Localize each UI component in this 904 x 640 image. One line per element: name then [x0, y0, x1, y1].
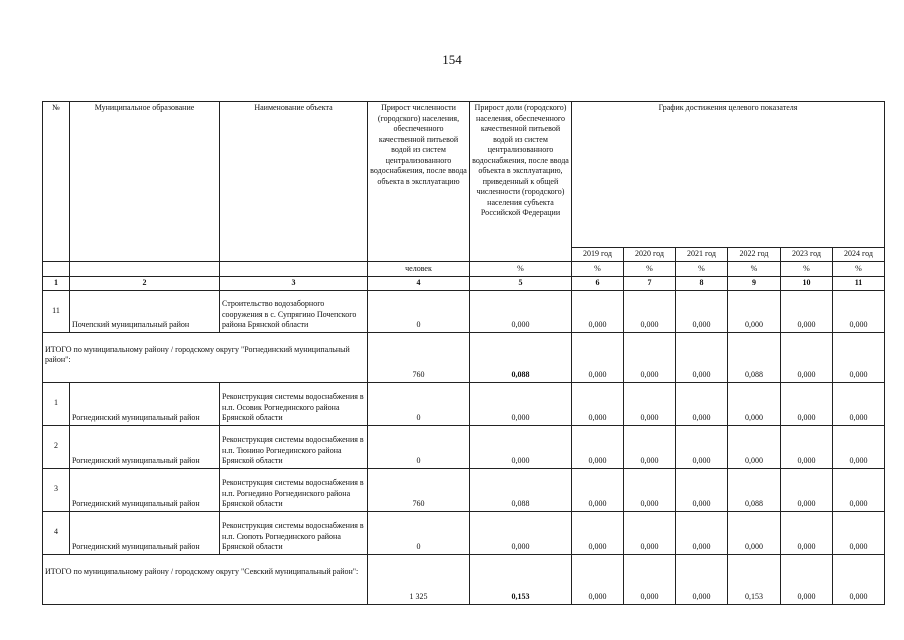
- row-object: Строительство водозаборного сооружения в с. Супрягино Почепского района Брянской области: [220, 290, 368, 332]
- row-y2023: 0,000: [781, 511, 833, 554]
- row-share: 0,000: [470, 290, 572, 332]
- row-y2020: 0,000: [624, 468, 676, 511]
- row-y2022: 0,000: [728, 511, 781, 554]
- row-y2019: 0,000: [572, 332, 624, 382]
- row-y2024: 0,000: [833, 425, 885, 468]
- row-number: 11: [43, 290, 70, 332]
- column-index: 4: [368, 277, 470, 291]
- row-people: 0: [368, 511, 470, 554]
- row-y2021: 0,000: [676, 425, 728, 468]
- row-y2023: 0,000: [781, 382, 833, 425]
- row-y2021: 0,000: [676, 468, 728, 511]
- unit-people: человек: [368, 262, 470, 277]
- row-people: 1 325: [368, 554, 470, 604]
- unit-pct: %: [781, 262, 833, 277]
- table-row: [43, 290, 885, 332]
- row-y2024: 0,000: [833, 468, 885, 511]
- column-index-row: [43, 277, 885, 291]
- table-row: [43, 511, 885, 554]
- row-y2021: 0,000: [676, 332, 728, 382]
- row-people: 0: [368, 425, 470, 468]
- row-number: 2: [43, 425, 70, 468]
- row-y2020: 0,000: [624, 382, 676, 425]
- row-y2023: 0,000: [781, 332, 833, 382]
- row-share: 0,153: [470, 554, 572, 604]
- row-people: 0: [368, 290, 470, 332]
- column-index: 2: [70, 277, 220, 291]
- row-share: 0,000: [470, 425, 572, 468]
- column-index: 9: [728, 277, 781, 291]
- row-municipality: Рогнединский муниципальный район: [70, 382, 220, 425]
- row-y2024: 0,000: [833, 290, 885, 332]
- row-y2022: 0,000: [728, 382, 781, 425]
- header-schedule: График достижения целевого показателя: [572, 102, 885, 248]
- header-year-2024: 2024 год: [833, 248, 885, 262]
- row-share: 0,000: [470, 382, 572, 425]
- column-index: 7: [624, 277, 676, 291]
- table-row: [43, 382, 885, 425]
- header-year-2023: 2023 год: [781, 248, 833, 262]
- unit-pct: %: [572, 262, 624, 277]
- row-y2019: 0,000: [572, 290, 624, 332]
- row-y2019: 0,000: [572, 425, 624, 468]
- row-y2019: 0,000: [572, 511, 624, 554]
- header-year-2019: 2019 год: [572, 248, 624, 262]
- column-index: 5: [470, 277, 572, 291]
- row-people: 0: [368, 382, 470, 425]
- row-y2020: 0,000: [624, 554, 676, 604]
- row-share: 0,088: [470, 468, 572, 511]
- row-y2023: 0,000: [781, 425, 833, 468]
- row-object: Реконструкция системы водоснабжения в н.п. Осовик Рогнединского района Брянской области: [220, 382, 368, 425]
- column-index: 8: [676, 277, 728, 291]
- total-row: [43, 554, 885, 604]
- row-y2024: 0,000: [833, 382, 885, 425]
- row-number: 3: [43, 468, 70, 511]
- header-municipality: Муниципальное образование: [70, 102, 220, 262]
- row-y2024: 0,000: [833, 554, 885, 604]
- column-index: 1: [43, 277, 70, 291]
- unit-pct: %: [728, 262, 781, 277]
- row-object: Реконструкция системы водоснабжения в н.п. Тюнино Рогнединского района Брянской области: [220, 425, 368, 468]
- total-row: [43, 332, 885, 382]
- row-y2020: 0,000: [624, 425, 676, 468]
- row-y2021: 0,000: [676, 511, 728, 554]
- row-y2024: 0,000: [833, 332, 885, 382]
- row-y2022: 0,088: [728, 468, 781, 511]
- row-municipality: Почепский муниципальный район: [70, 290, 220, 332]
- column-index: 11: [833, 277, 885, 291]
- row-y2023: 0,000: [781, 290, 833, 332]
- row-people: 760: [368, 332, 470, 382]
- total-label: ИТОГО по муниципальному району / городскому округу "Рогнединский муниципальный район":: [43, 332, 368, 382]
- row-object: Реконструкция системы водоснабжения в н.п. Сюпоть Рогнединского района Брянской области: [220, 511, 368, 554]
- table-row: [43, 468, 885, 511]
- header-year-2020: 2020 год: [624, 248, 676, 262]
- unit-pct: %: [676, 262, 728, 277]
- row-number: 4: [43, 511, 70, 554]
- row-y2019: 0,000: [572, 554, 624, 604]
- header-year-2021: 2021 год: [676, 248, 728, 262]
- unit-pct: %: [624, 262, 676, 277]
- row-y2020: 0,000: [624, 332, 676, 382]
- row-municipality: Рогнединский муниципальный район: [70, 511, 220, 554]
- row-object: Реконструкция системы водоснабжения в н.п. Рогнедино Рогнединского района Брянской области: [220, 468, 368, 511]
- column-index: 6: [572, 277, 624, 291]
- unit-pct: %: [470, 262, 572, 277]
- target-indicator-table: [42, 101, 885, 605]
- total-label: ИТОГО по муниципальному району / городскому округу "Севский муниципальный район":: [43, 554, 368, 604]
- row-municipality: Рогнединский муниципальный район: [70, 468, 220, 511]
- row-y2019: 0,000: [572, 382, 624, 425]
- page-number: 154: [442, 52, 462, 67]
- row-y2022: 0,000: [728, 425, 781, 468]
- column-index: 3: [220, 277, 368, 291]
- row-y2024: 0,000: [833, 511, 885, 554]
- row-y2021: 0,000: [676, 382, 728, 425]
- header-no: №: [43, 102, 70, 262]
- row-y2020: 0,000: [624, 511, 676, 554]
- row-people: 760: [368, 468, 470, 511]
- row-y2019: 0,000: [572, 468, 624, 511]
- row-y2022: 0,088: [728, 332, 781, 382]
- header-share-growth: Прирост доли (городского) населения, обеспеченного качественной питьевой водой из систем централизованного водоснабжения, после ввода объекта в эксплуатацию, приведенный к общей численности (городского) населения субъекта Российской Федерации: [470, 102, 572, 262]
- row-number: 1: [43, 382, 70, 425]
- header-year-2022: 2022 год: [728, 248, 781, 262]
- table-row: [43, 425, 885, 468]
- row-y2020: 0,000: [624, 290, 676, 332]
- header-pop-growth: Прирост численности (городского) населения, обеспеченного качественной питьевой водой из систем централизованного водоснабжения, после ввода объекта в эксплуатацию: [368, 102, 470, 262]
- row-y2023: 0,000: [781, 554, 833, 604]
- row-y2022: 0,153: [728, 554, 781, 604]
- row-municipality: Рогнединский муниципальный район: [70, 425, 220, 468]
- column-index: 10: [781, 277, 833, 291]
- row-y2021: 0,000: [676, 290, 728, 332]
- unit-pct: %: [833, 262, 885, 277]
- header-object: Наименование объекта: [220, 102, 368, 262]
- row-share: 0,000: [470, 511, 572, 554]
- row-share: 0,088: [470, 332, 572, 382]
- row-y2023: 0,000: [781, 468, 833, 511]
- row-y2022: 0,000: [728, 290, 781, 332]
- row-y2021: 0,000: [676, 554, 728, 604]
